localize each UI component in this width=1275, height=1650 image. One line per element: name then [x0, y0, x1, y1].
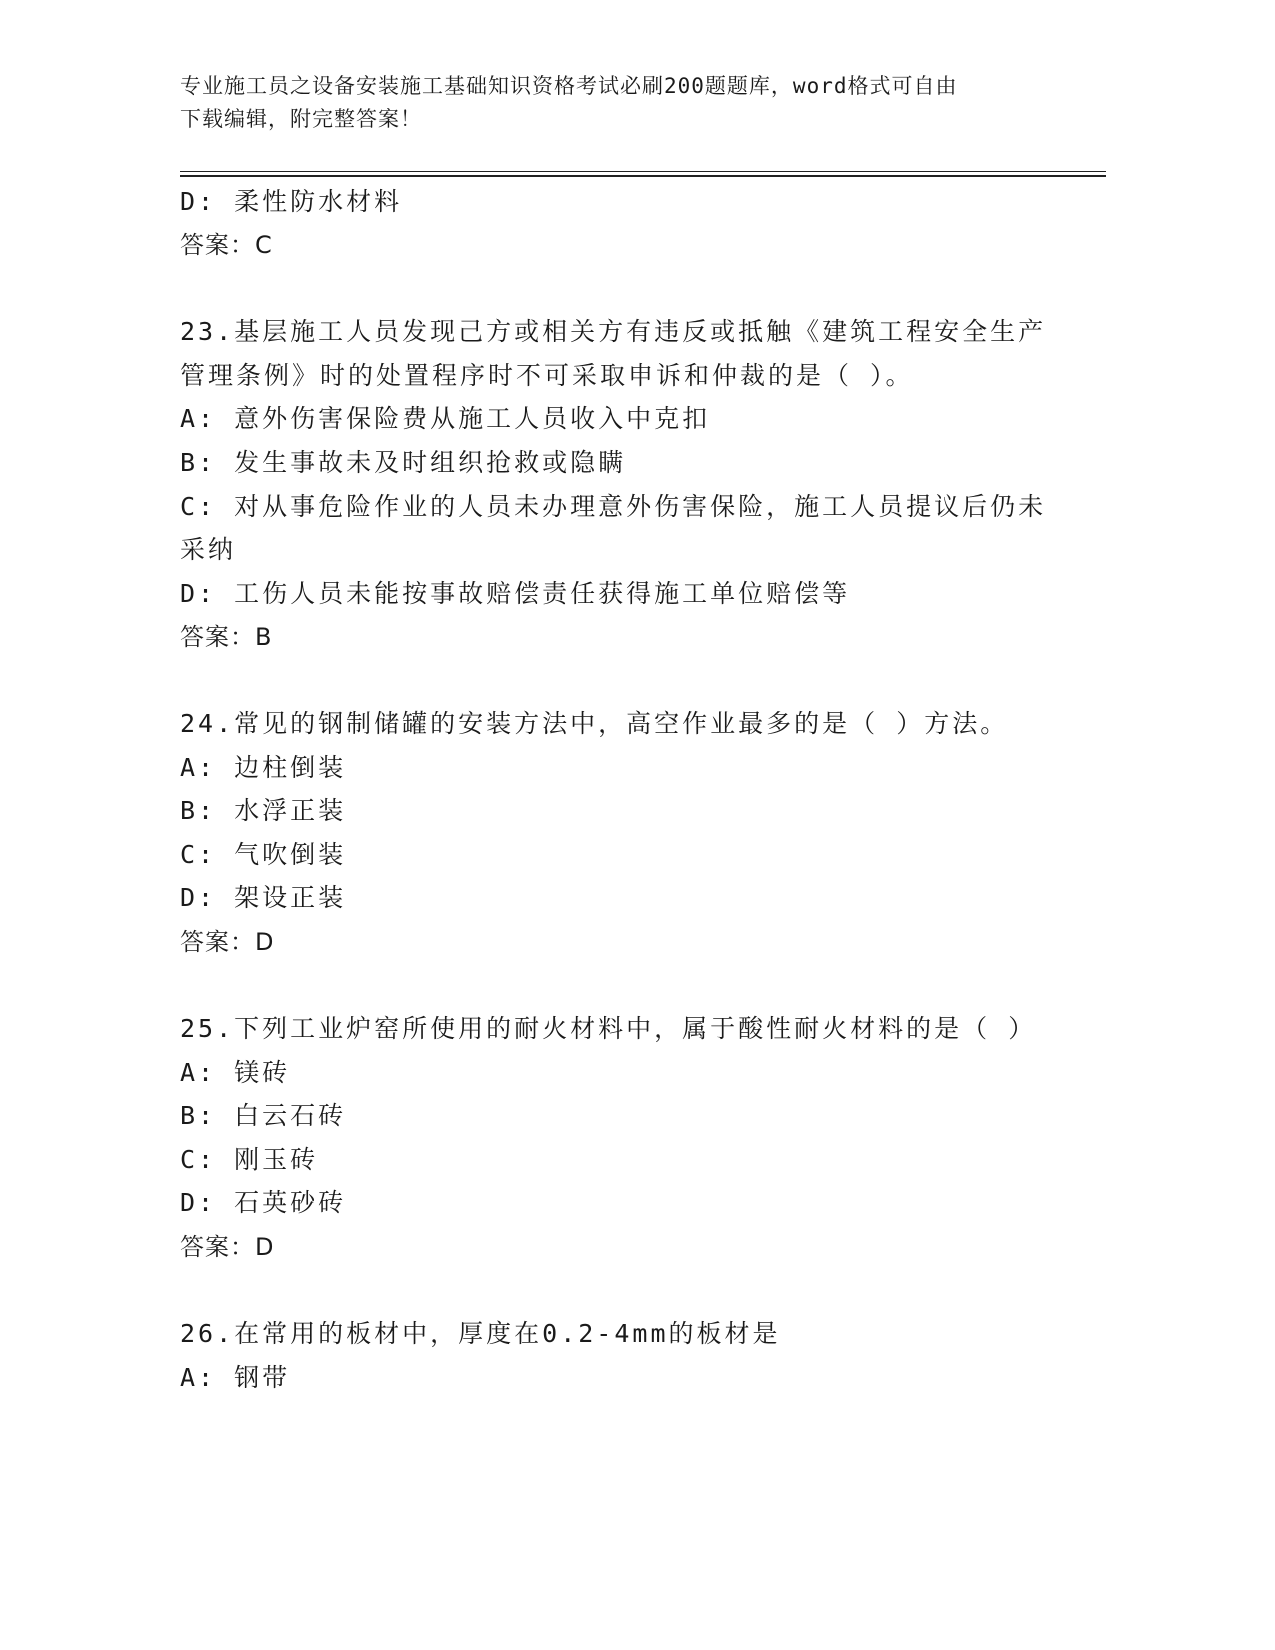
header-divider-thin	[180, 171, 1106, 172]
q25-option-a: A: 镁砖	[180, 1058, 291, 1087]
q26-option-a: A: 钢带	[180, 1363, 291, 1392]
q25-answer: 答案：D	[180, 1233, 275, 1261]
document-header	[180, 70, 1060, 136]
q24-answer: 答案：D	[180, 928, 275, 956]
q24-option-d: D: 架设正装	[180, 883, 347, 912]
prev-answer: 答案：C	[180, 231, 273, 259]
header-line-1: 专业施工员之设备安装施工基础知识资格考试必刷200题题库，word格式可自由	[180, 74, 958, 98]
q26-stem: 26.在常用的板材中，厚度在0.2-4mm的板材是	[180, 1319, 781, 1348]
q25-option-c: C: 刚玉砖	[180, 1145, 319, 1174]
q24-option-b: B: 水浮正装	[180, 796, 347, 825]
header-divider-thick	[180, 175, 1106, 177]
q24-option-a: A: 边柱倒装	[180, 753, 347, 782]
q24-option-c: C: 气吹倒装	[180, 840, 347, 869]
q25-stem: 25.下列工业炉窑所使用的耐火材料中，属于酸性耐火材料的是（ ）	[180, 1014, 1037, 1043]
q25-option-b: B: 白云石砖	[180, 1101, 347, 1130]
q23-option-b: B: 发生事故未及时组织抢救或隐瞒	[180, 448, 627, 477]
q25-option-d: D: 石英砂砖	[180, 1188, 347, 1217]
q23-option-c-line-1: C: 对从事危险作业的人员未办理意外伤害保险，施工人员提议后仍未	[180, 492, 1047, 521]
prev-option-d: D: 柔性防水材料	[180, 187, 403, 216]
q23-stem-line-1: 23.基层施工人员发现己方或相关方有违反或抵触《建筑工程安全生产	[180, 317, 1047, 346]
q23-option-d: D: 工伤人员未能按事故赔偿责任获得施工单位赔偿等	[180, 579, 851, 608]
q23-option-a: A: 意外伤害保险费从施工人员收入中克扣	[180, 404, 711, 433]
header-line-2: 下载编辑，附完整答案！	[180, 107, 422, 131]
q23-option-c-line-2: 采纳	[180, 535, 237, 564]
q23-stem-line-2: 管理条例》时的处置程序时不可采取申诉和仲裁的是（ ）。	[180, 361, 914, 390]
q24-stem: 24.常见的钢制储罐的安装方法中，高空作业最多的是（ ）方法。	[180, 709, 1009, 738]
q23-answer: 答案：B	[180, 623, 273, 651]
